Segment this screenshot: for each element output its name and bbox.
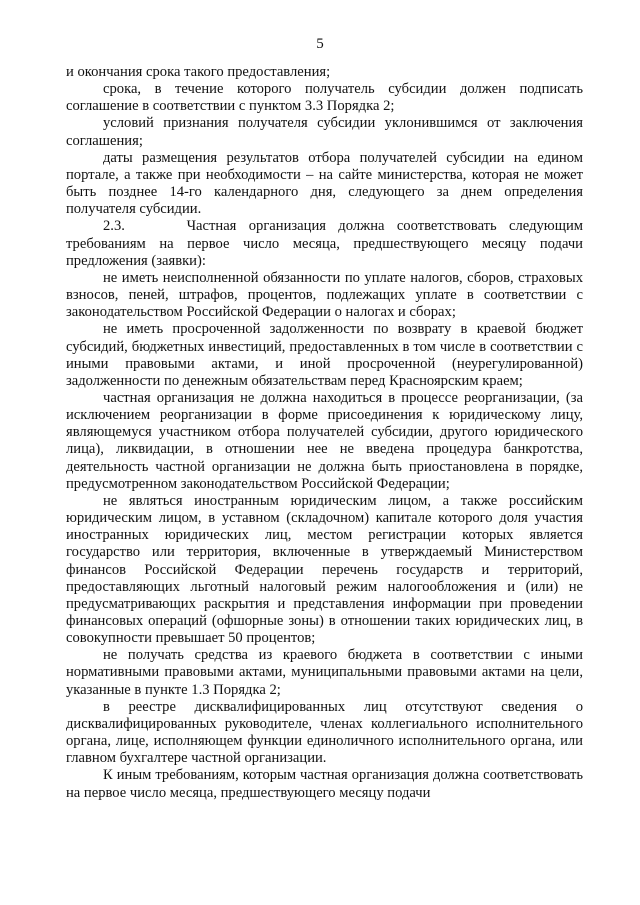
paragraph-tax-obligations: не иметь неисполненной обязанности по уплате налогов, сборов, страховых взносов, пеней, штрафов, процентов, подлежащих уплате в соответствии с законодательством Российской Федерации о налогах и сборах; — [66, 269, 583, 321]
document-body — [66, 64, 583, 802]
paragraph-publication-dates: даты размещения результатов отбора получателей субсидии на едином портале, а также при необходимости – на сайте министерства, которая не может быть позднее 14-го календарного дня, следующего за днем определения получателя субсидии. — [66, 149, 583, 218]
paragraph-evasion-conditions: условий признания получателя субсидии уклонившимся от заключения соглашения; — [66, 115, 583, 149]
paragraph-other-requirements: К иным требованиям, которым частная организация должна соответствовать на первое число месяца, предшествующего месяцу подачи — [66, 767, 583, 801]
paragraph-disqualified-registry: в реестре дисквалифицированных лиц отсутствуют сведения о дисквалифицированных руководителе, членах коллегиального исполнительного органа, лице, исполняющем функции единоличного исполнительного органа, или главном бухгалтере частной организации. — [66, 698, 583, 767]
paragraph-foreign-entity: не являться иностранным юридическим лицом, а также российским юридическим лицом, в уставном (складочном) капитале которого доля участия иностранных юридических лиц, местом регистрации которых является государство или территория, включенные в утверждаемый Министерством финансов Российской Федерации перечень государств и территорий, предоставляющих льготный налоговый режим налогообложения и (или) не предусматривающих раскрытия и представления информации при проведении финансовых операций (офшорные зоны) в отношении таких юридических лиц, в совокупности превышает 50 процентов; — [66, 492, 583, 647]
page-number: 5 — [316, 36, 324, 52]
paragraph-section-2-3: 2.3. Частная организация должна соответствовать следующим требованиям на первое число месяца, предшествующего месяцу подачи предложения (заявки): — [66, 218, 583, 269]
paragraph-agreement-term: срока, в течение которого получатель субсидии должен подписать соглашение в соответствии с пунктом 3.3 Порядка 2; — [66, 81, 583, 115]
paragraph-continuation: и окончания срока такого предоставления; — [66, 64, 331, 80]
paragraph-reorganization: частная организация не должна находиться в процессе реорганизации, (за исключением реорганизации в форме присоединения к юридическому лицу, являющемуся участником отбора получателей субсидии, другого юридического лица), ликвидации, в отношении нее не введена процедура банкротства, деятельность частной организации не должна быть приостановлена в порядке, предусмотренном законодательством Российской Федерации; — [66, 389, 583, 492]
paragraph-overdue-debt: не иметь просроченной задолженности по возврату в краевой бюджет субсидий, бюджетных инвестиций, предоставленных в том числе в соответствии с иными правовыми актами, и иной просроченной (неурегулированной) задолженности по денежным обязательствам перед Красноярским краем; — [66, 321, 583, 389]
paragraph-no-other-funds: не получать средства из краевого бюджета в соответствии с иными нормативными правовыми актами, муниципальными правовыми актами на цели, указанные в пункте 1.3 Порядка 2; — [66, 647, 583, 698]
